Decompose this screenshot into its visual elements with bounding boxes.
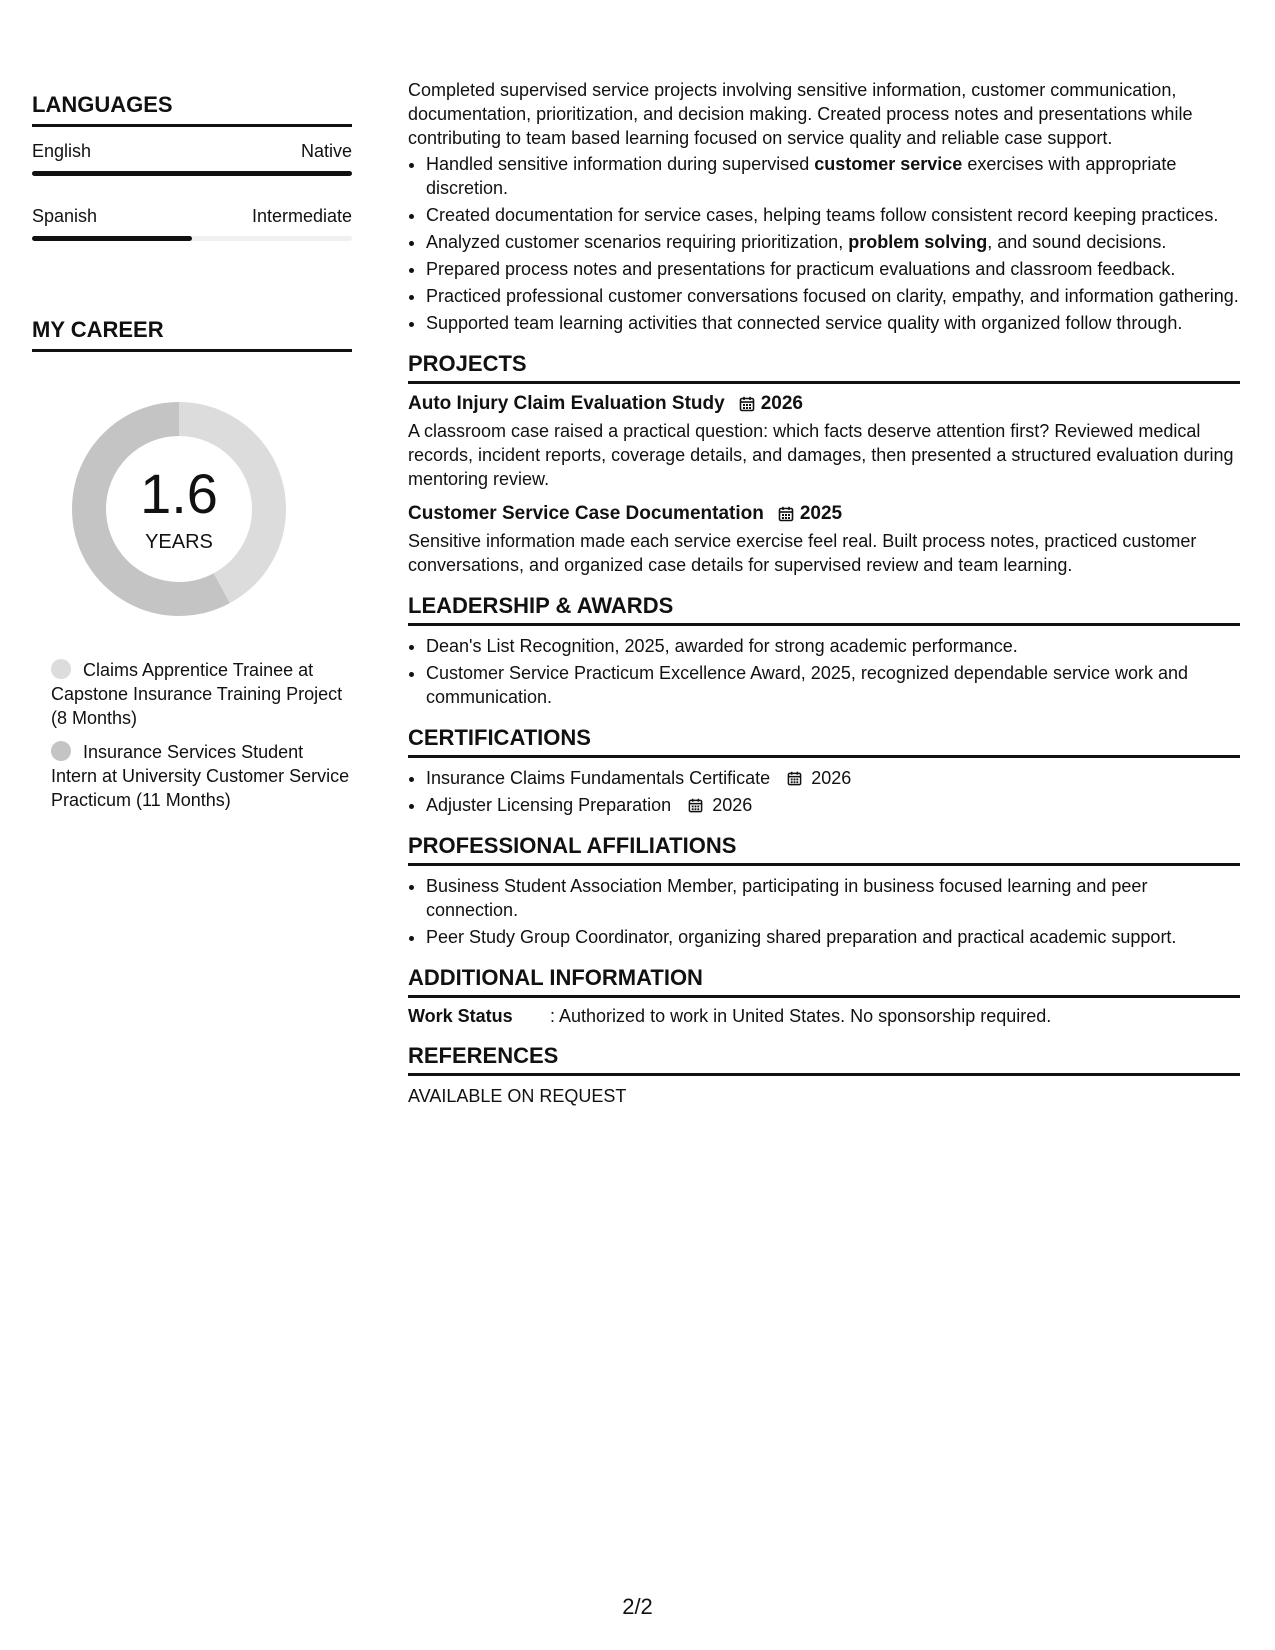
career-item-text: Claims Apprentice Trainee at Capstone Insurance Training Project (8 Months) — [51, 660, 343, 728]
references-text: AVAILABLE ON REQUEST — [408, 1086, 627, 1106]
career-item — [51, 658, 352, 730]
right-column — [408, 78, 1240, 1107]
calendar-icon — [739, 396, 755, 412]
career-donut — [64, 394, 294, 624]
project-title: Customer Service Case Documentation — [408, 503, 764, 524]
summary-bullet — [426, 152, 1240, 200]
work-status-label: Work Status — [408, 1006, 513, 1026]
affiliations-list — [408, 874, 1240, 949]
calendar-icon — [787, 771, 802, 786]
project-description: Sensitive information made each service exercise feel real. Built process notes, practiced customer conversations, and organized case details for supervised review and team learning. — [408, 531, 1197, 575]
projects-heading: PROJECTS — [408, 351, 1240, 384]
additional-heading: ADDITIONAL INFORMATION — [408, 965, 1240, 998]
career-item-text: Insurance Services Student Intern at University Customer Service Practicum (11 Months) — [51, 742, 350, 810]
language-spanish — [32, 206, 352, 241]
proficiency-bar — [32, 236, 352, 241]
summary-bullet — [426, 284, 1240, 308]
project-description: A classroom case raised a practical question: which facts deserve attention first? Reviewed medical records, incident reports, coverage details, and damages, then presented a structured evaluation during mentoring review. — [408, 421, 1234, 489]
project-year: 2025 — [799, 503, 843, 524]
affiliations-heading: PROFESSIONAL AFFILIATIONS — [408, 833, 1240, 866]
bullet-text: Practiced professional customer conversations focused on clarity, empathy, and information gathering. — [426, 286, 1239, 306]
languages-heading: LANGUAGES — [32, 92, 352, 127]
certifications-list — [408, 766, 1240, 817]
bullet-text: Prepared process notes and presentations for practicum evaluations and classroom feedback. — [426, 259, 1176, 279]
certifications-heading: CERTIFICATIONS — [408, 725, 1240, 758]
bullet-text: exercises with appropriate discretion. — [426, 154, 1177, 198]
summary-bullets — [408, 152, 1240, 335]
career-total-value: 1.6 — [140, 462, 218, 525]
leadership-item: • Customer Service Practicum Excellence Award, 2025, recognized dependable service work and communication. — [426, 661, 1240, 709]
language-name: English — [32, 141, 92, 161]
career-heading: MY CAREER — [32, 317, 352, 352]
summary-bullet — [426, 257, 1240, 281]
legend-dot — [51, 741, 71, 761]
bullet-text: Handled sensitive information during supervised — [426, 154, 815, 174]
certification-year: 2026 — [811, 768, 852, 788]
affiliation-item: • Business Student Association Member, participating in business focused learning and peer connection. — [426, 874, 1240, 922]
career-list — [32, 658, 352, 812]
left-column — [32, 92, 352, 822]
summary-bullet — [426, 311, 1240, 335]
certification-name: Insurance Claims Fundamentals Certificate — [426, 768, 771, 788]
bullet-text: Analyzed customer scenarios requiring prioritization, — [426, 232, 849, 252]
work-status-row — [408, 1006, 1240, 1027]
proficiency-fill — [32, 236, 192, 241]
career-total-unit: YEARS — [145, 531, 213, 553]
project-item — [408, 503, 1240, 577]
certification-year: 2026 — [712, 795, 753, 815]
language-level: Native — [300, 141, 352, 161]
language-name: Spanish — [32, 206, 98, 226]
leadership-item: • Dean's List Recognition, 2025, awarded for strong academic performance. — [426, 634, 1240, 658]
language-level: Intermediate — [251, 206, 352, 226]
leadership-heading: LEADERSHIP & AWARDS — [408, 593, 1240, 626]
certification-item — [426, 793, 1240, 817]
work-status-value: : Authorized to work in United States. No sponsorship required. — [550, 1006, 1052, 1026]
bullet-bold: customer service — [814, 154, 963, 174]
project-title: Auto Injury Claim Evaluation Study — [408, 393, 725, 414]
certification-item — [426, 766, 1240, 790]
certification-name: Adjuster Licensing Preparation — [426, 795, 672, 815]
bullet-text: Supported team learning activities that connected service quality with organized follow through. — [426, 313, 1183, 333]
language-english — [32, 141, 352, 176]
calendar-icon — [688, 798, 703, 813]
project-item — [408, 393, 1240, 491]
project-year: 2026 — [760, 393, 803, 414]
career-item — [51, 740, 352, 812]
proficiency-fill — [32, 171, 352, 176]
bullet-text: Created documentation for service cases, helping teams follow consistent record keeping practices. — [426, 205, 1219, 225]
page-number: 2/2 — [622, 1594, 653, 1619]
calendar-icon — [778, 506, 794, 522]
summary-bullet — [426, 230, 1240, 254]
affiliation-item: • Peer Study Group Coordinator, organizing shared preparation and practical academic support. — [426, 925, 1240, 949]
leadership-list — [408, 634, 1240, 709]
proficiency-bar — [32, 171, 352, 176]
bullet-bold: problem solving — [848, 232, 988, 252]
bullet-text: , and sound decisions. — [987, 232, 1167, 252]
references-heading: REFERENCES — [408, 1043, 1240, 1076]
summary-paragraph: Completed supervised service projects involving sensitive information, customer communication, documentation, prioritization, and decision making. Created process notes and presentations while contributing to team based learning focused on service quality and reliable case support. — [408, 80, 1193, 148]
legend-dot — [51, 659, 71, 679]
summary-bullet — [426, 203, 1240, 227]
